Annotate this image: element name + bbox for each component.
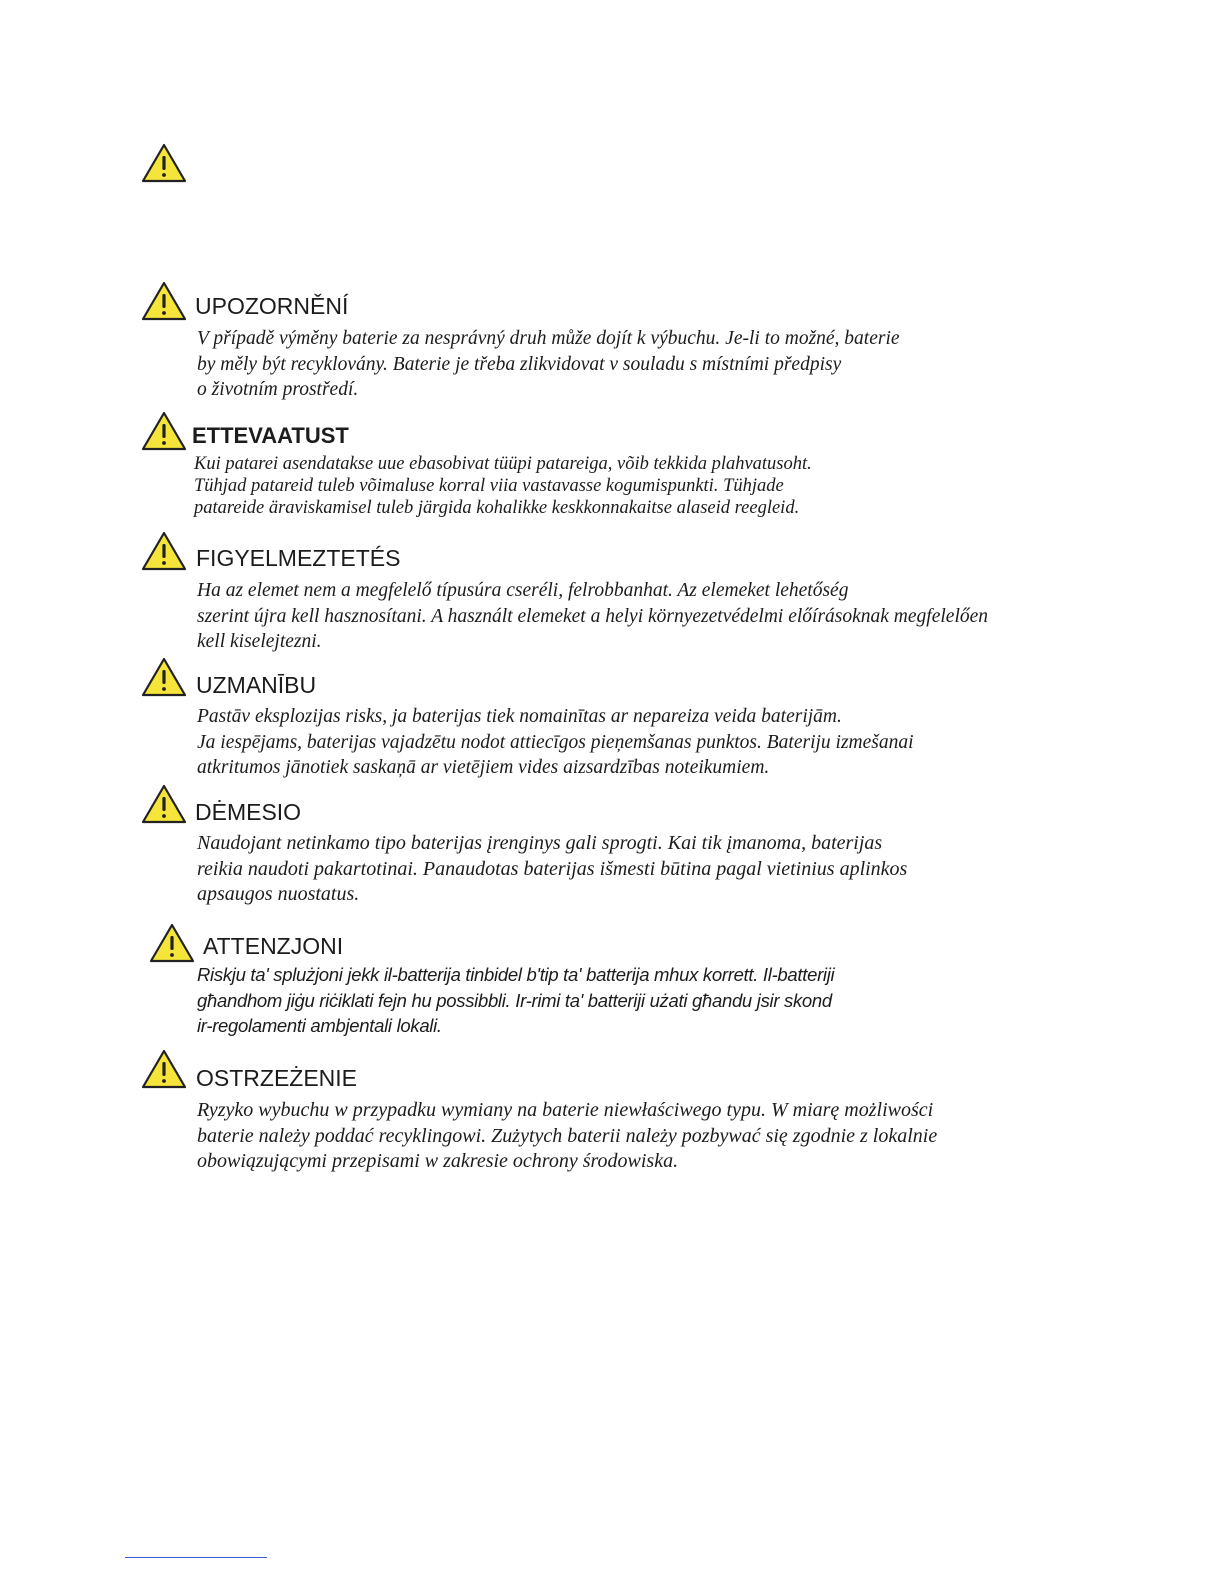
body-line: V případě výměny baterie za nesprávný druh může dojít k výbuchu. Je-li to možné, baterie — [197, 328, 900, 349]
body-line: Naudojant netinkamo tipo baterijas įrenginys gali sprogti. Kai tik įmanoma, baterijas — [197, 832, 883, 854]
body-line: reikia naudoti pakartotinai. Panaudotas baterijas išmesti būtina pagal vietinius aplinkos — [197, 857, 908, 880]
body-line: szerint újra kell hasznosítani. A használt elemeket a helyi környezetvédelmi előírásoknak megfelelően — [197, 605, 989, 627]
body-line: patareide äraviskamisel tuleb järgida kohalikke keskkonnakaitse alaseid reegleid. — [194, 498, 800, 518]
warning-icon — [141, 783, 187, 825]
section-title: OSTRZEŻENIE — [196, 1065, 358, 1091]
body-line: Ja iespējams, baterijas vajadzētu nodot attiecīgos pieņemšanas punktos. Bateriju izmešanai — [197, 731, 914, 753]
body-line: Ryzyko wybuchu w przypadku wymiany na baterie niewłaściwego typu. W miarę możliwości — [197, 1099, 934, 1121]
section-title: DĖMESIO — [195, 799, 302, 825]
body-line: għandhom jiġu riċiklati fejn hu possibbli. Ir-rimi ta' batteriji użati għandu jsir skond — [197, 989, 832, 1011]
body-line: o životním prostředí. — [197, 379, 359, 400]
warning-icon — [149, 922, 195, 964]
section-title: UPOZORNĚNÍ — [195, 293, 349, 319]
body-line: by měly být recyklovány. Baterie je třeba zlikvidovat v souladu s místními předpisy — [197, 353, 842, 375]
footer-rule — [125, 1557, 267, 1558]
body-line: apsaugos nuostatus. — [197, 883, 360, 905]
body-line: Tühjad patareid tuleb võimaluse korral viia vastavasse kogumispunkti. Tühjade — [194, 476, 784, 496]
warning-icon — [141, 410, 187, 452]
warning-icon — [141, 142, 187, 184]
body-line: atkritumos jānotiek saskaņā ar vietējiem vides aizsardzības noteikumiem. — [197, 757, 770, 778]
section-body — [197, 962, 834, 1039]
section-body — [197, 326, 900, 403]
body-line: Riskju ta' splużjoni jekk il-batterija tinbidel b'tip ta' batterija mhux korrett. Il-batteriji — [197, 964, 835, 985]
body-line: Pastāv eksplozijas risks, ja baterijas tiek nomainītas ar nepareiza veida baterijām. — [197, 706, 842, 727]
section-body — [197, 578, 988, 655]
body-line: obowiązującymi przepisami w zakresie ochrony środowiska. — [197, 1150, 679, 1172]
warning-icon — [141, 280, 187, 322]
body-line: Kui patarei asendatakse uue ebasobivat tüüpi patareiga, võib tekkida plahvatusoht. — [194, 454, 812, 474]
body-line: Ha az elemet nem a megfelelő típusúra cseréli, felrobbanhat. Az elemeket lehetőség — [197, 580, 849, 601]
body-line: kell kiselejtezni. — [197, 631, 322, 652]
section-body — [197, 831, 907, 908]
section-body — [197, 1098, 937, 1175]
section-body — [194, 453, 812, 519]
body-line: ir-regolamenti ambjentali lokali. — [197, 1015, 442, 1036]
section-title: ETTEVAATUST — [192, 423, 349, 448]
section-title: UZMANĪBU — [196, 672, 317, 698]
warning-icon — [141, 1048, 187, 1090]
section-title: FIGYELMEZTETÉS — [196, 545, 401, 571]
section-body — [197, 704, 914, 781]
body-line: baterie należy poddać recyklingowi. Zużytych baterii należy pozbywać się zgodnie z lokalnie — [197, 1124, 938, 1147]
warning-icon — [141, 530, 187, 572]
warning-icon — [141, 656, 187, 698]
section-title: ATTENZJONI — [203, 933, 344, 959]
